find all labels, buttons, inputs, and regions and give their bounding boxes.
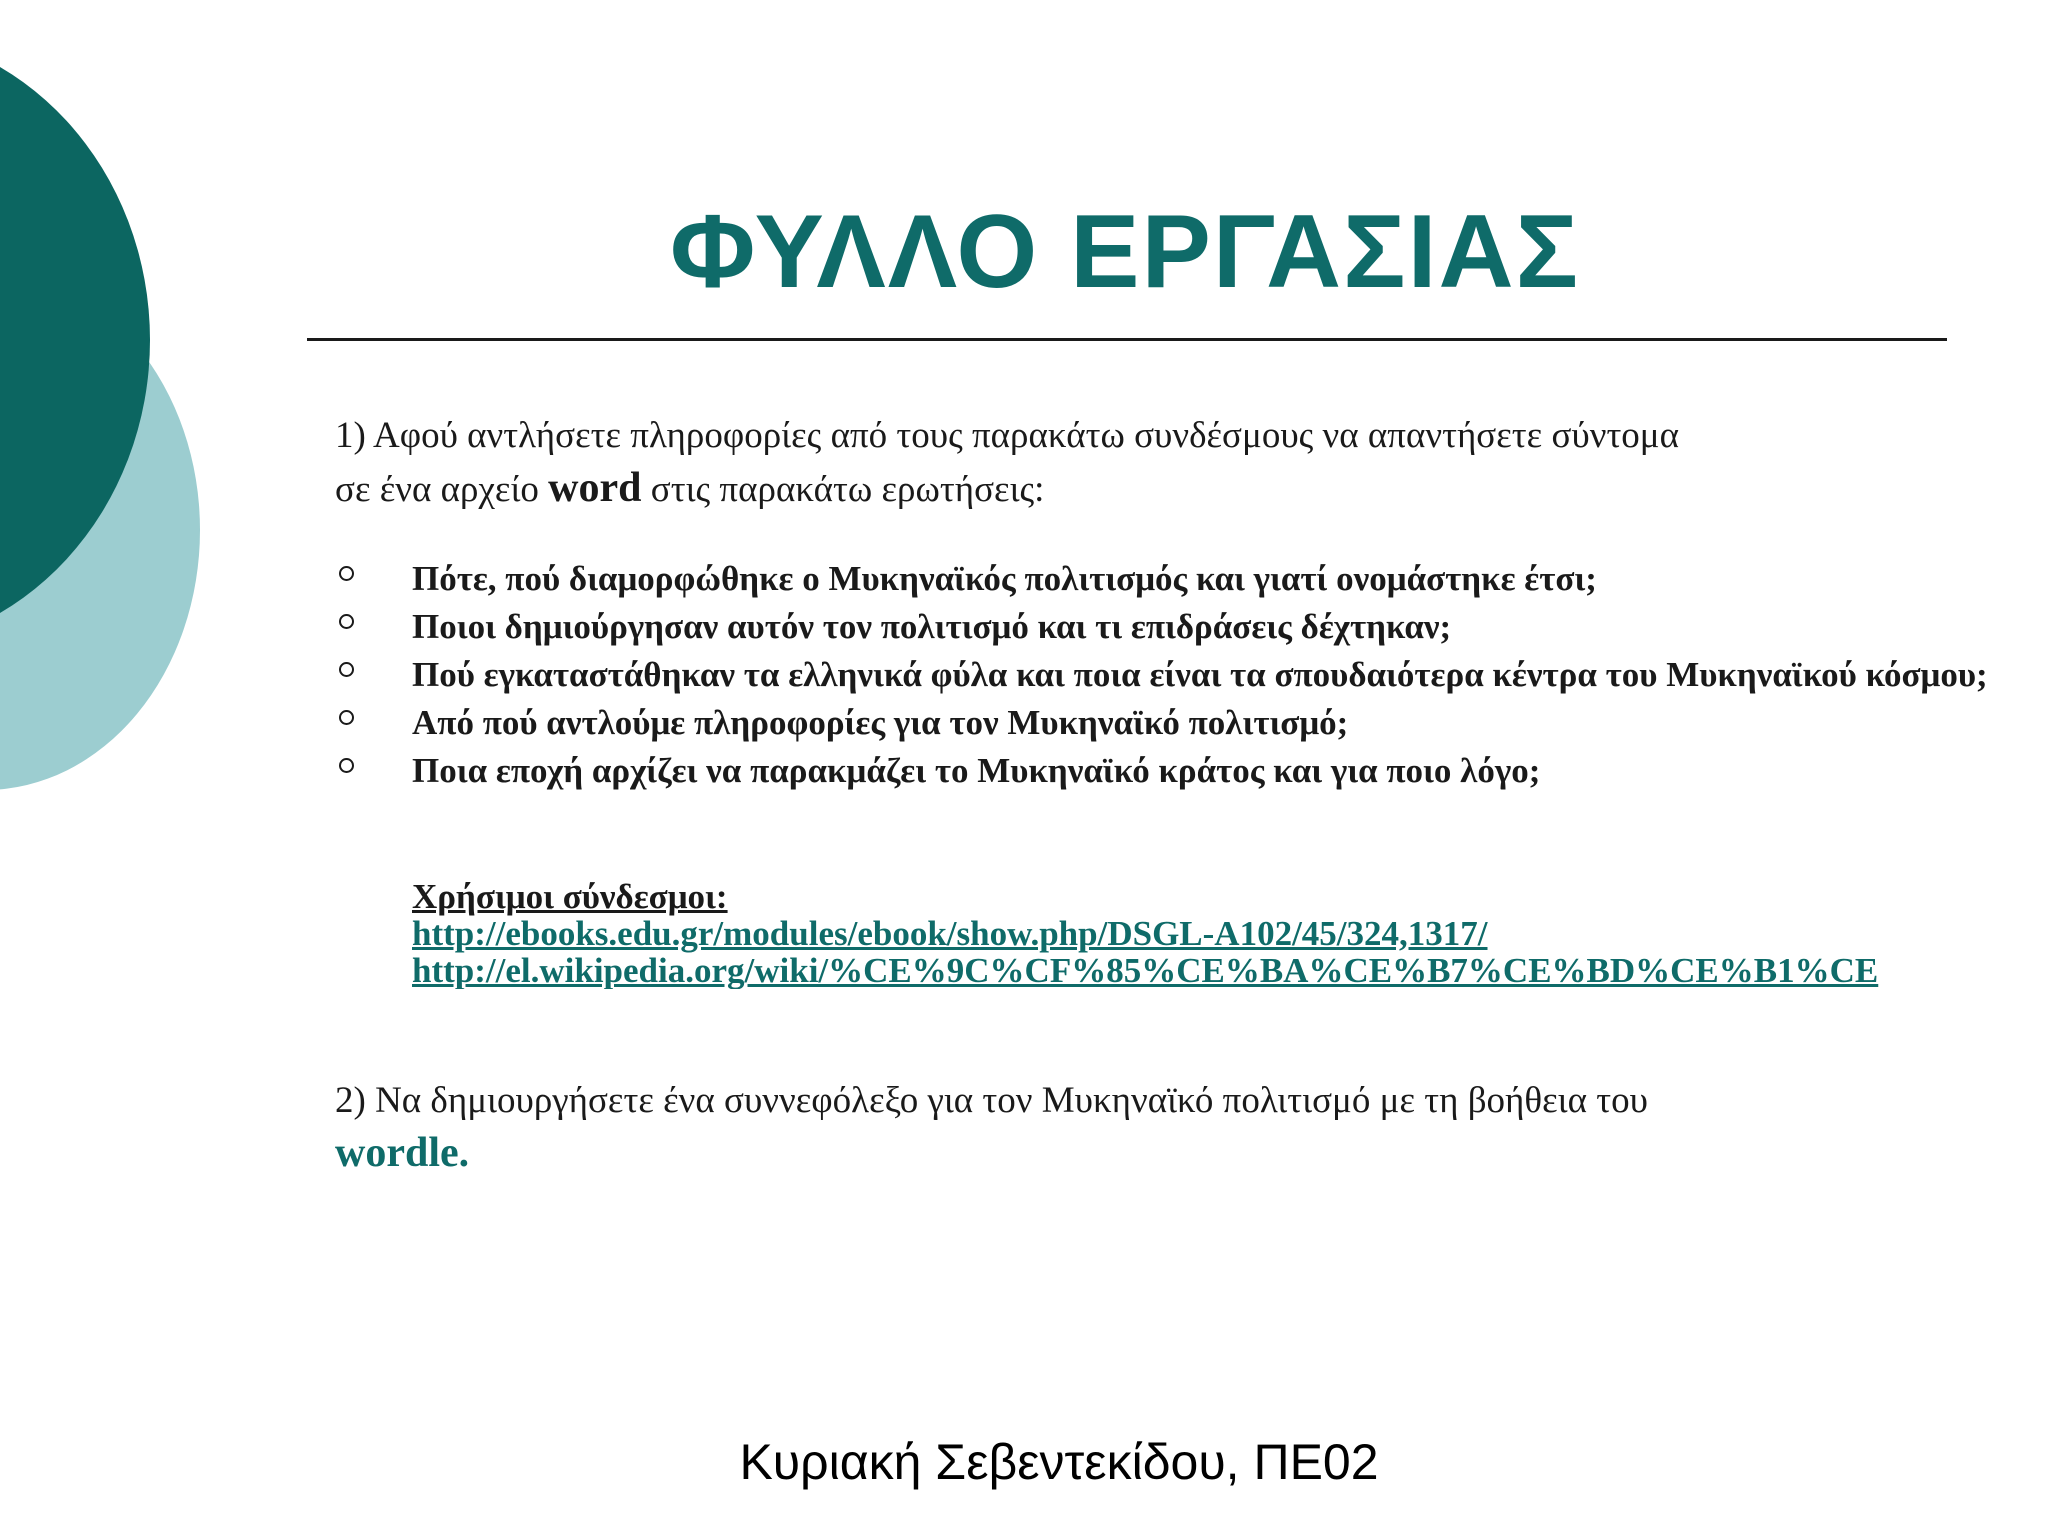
author-credit: Κυριακή Σεβεντεκίδου, ΠΕ02	[739, 1434, 1379, 1490]
question-item	[335, 704, 1992, 741]
question-text: Ποιοι δημιούργησαν αυτόν τον πολιτισμό και τι επιδράσεις δέχτηκαν;	[412, 607, 1452, 646]
task-1-line-2-start: σε ένα αρχείο	[335, 469, 549, 510]
question-text: Πότε, πού διαμορφώθηκε ο Μυκηναϊκός πολιτισμός και γιατί ονομάστηκε έτσι;	[412, 559, 1597, 598]
hollow-bullet-icon	[339, 662, 354, 677]
task-1-line-2-end: στις παρακάτω ερωτήσεις:	[641, 469, 1045, 510]
hollow-bullet-icon	[339, 758, 354, 773]
useful-links	[412, 878, 2048, 989]
link-wikipedia[interactable]: http://el.wikipedia.org/wiki/%CE%9C%CF%85%CE%BA%CE%B7%CE%BD%CE%B1%CE	[412, 951, 1879, 989]
hollow-bullet-icon	[339, 710, 354, 725]
task-1-intro	[335, 410, 2048, 516]
word-keyword: word	[548, 465, 642, 511]
question-text: Από πού αντλούμε πληροφορίες για τον Μυκηναϊκό πολιτισμό;	[412, 703, 1349, 742]
page-title: ΦΥΛΛΟ ΕΡΓΑΣΙΑΣ	[670, 194, 1580, 310]
question-list	[335, 560, 2048, 800]
task-2-line-1: 2) Να δημιουργήσετε ένα συννεφόλεξο για τον Μυκηναϊκό πολιτισμό με τη βοήθεια του	[335, 1080, 1648, 1121]
question-item	[335, 608, 1992, 645]
question-item	[335, 656, 1992, 693]
hollow-bullet-icon	[339, 614, 354, 629]
question-item	[335, 752, 1992, 789]
question-text: Πού εγκαταστάθηκαν τα ελληνικά φύλα και ποια είναι τα σπουδαιότερα κέντρα του Μυκηναϊκού κόσμου;	[412, 655, 1988, 694]
worksheet-content	[335, 410, 2048, 1176]
useful-links-heading: Χρήσιμοι σύνδεσμοι:	[412, 878, 728, 916]
wordle-keyword: wordle.	[335, 1130, 470, 1176]
hollow-bullet-icon	[339, 566, 354, 581]
task-1-line-1: 1) Αφού αντλήσετε πληροφορίες από τους παρακάτω συνδέσμους να απαντήσετε σύντομα	[335, 415, 1680, 456]
title-divider	[307, 338, 1947, 341]
task-2	[335, 1075, 1648, 1181]
question-text: Ποια εποχή αρχίζει να παρακμάζει το Μυκηναϊκό κράτος και για ποιο λόγο;	[412, 751, 1541, 790]
link-ebooks[interactable]: http://ebooks.edu.gr/modules/ebook/show.php/DSGL-A102/45/324,1317/	[412, 914, 1488, 953]
question-item	[335, 560, 1992, 597]
